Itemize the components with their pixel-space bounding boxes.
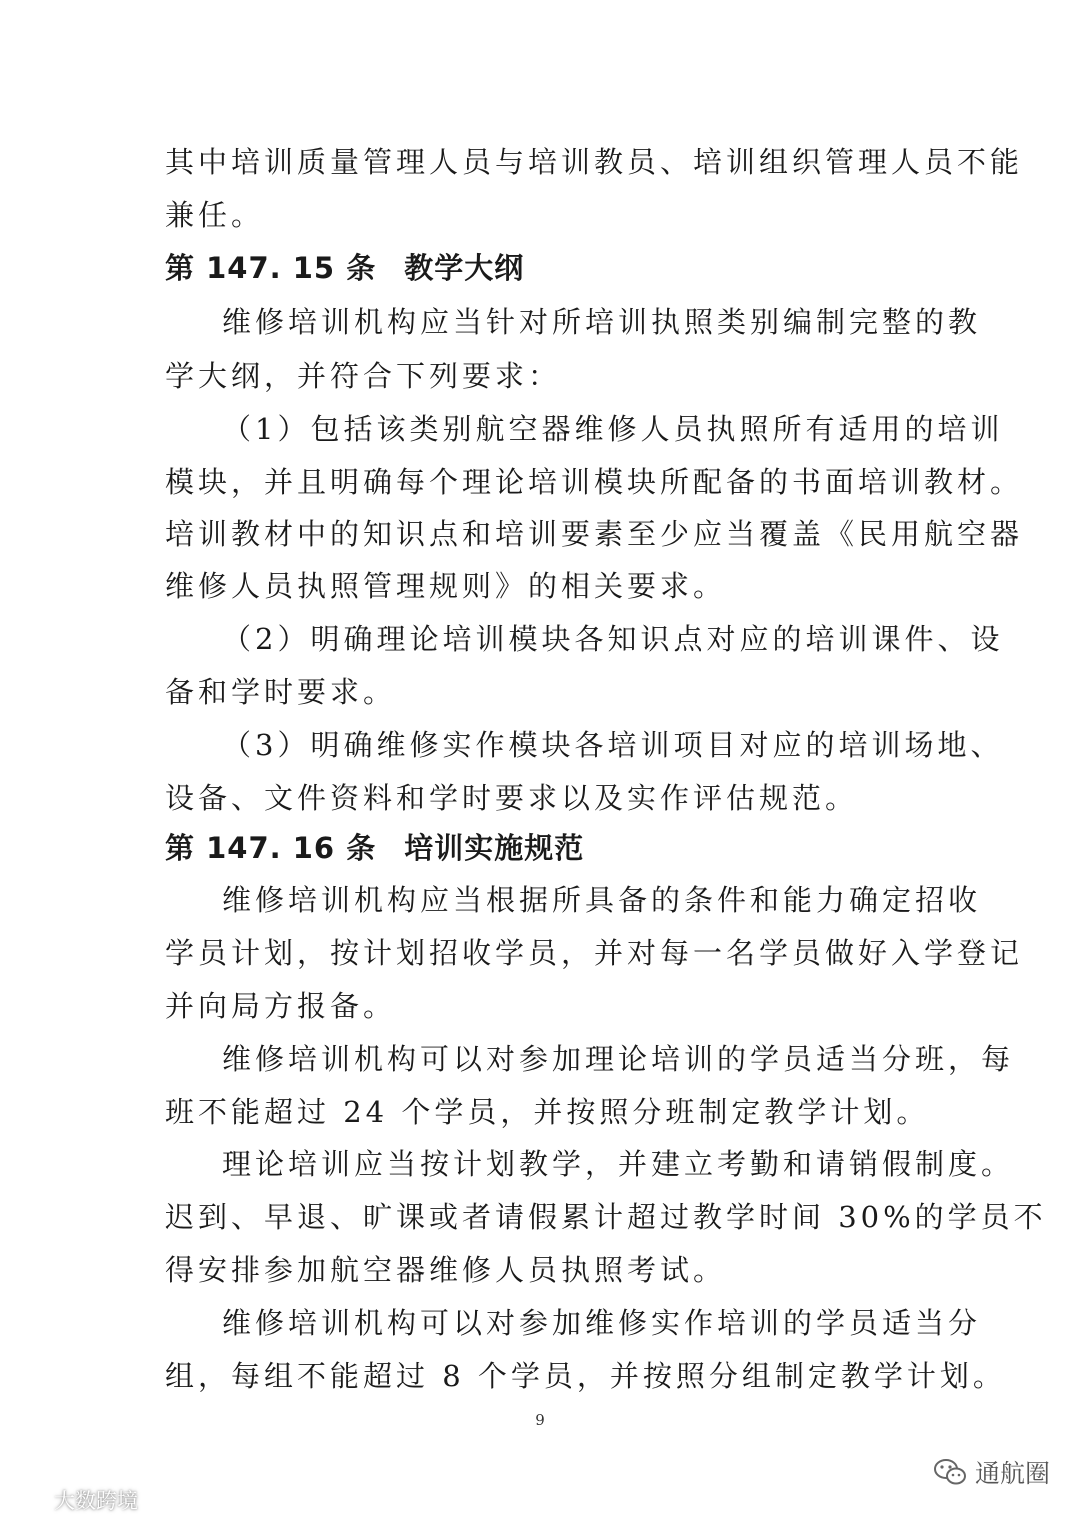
sohu-watermark: [8, 1483, 138, 1517]
body-line: 理论培训应当按计划教学，并建立考勤和请销假制度。: [222, 1147, 1015, 1181]
wechat-watermark: [933, 1452, 1050, 1492]
body-line: 班不能超过 24 个学员，并按照分班制定教学计划。: [165, 1095, 930, 1129]
sohu-account-name: 大数跨境: [54, 1489, 138, 1513]
body-line: 组，每组不能超过 8 个学员，并按照分组制定教学计划。: [165, 1359, 1006, 1393]
body-line: 维修培训机构可以对参加理论培训的学员适当分班，每: [222, 1042, 1015, 1076]
body-line: 培训教材中的知识点和培训要素至少应当覆盖《民用航空器: [165, 517, 1024, 551]
body-line: （3）明确维修实作模块各培训项目对应的培训场地、: [222, 728, 1004, 762]
article-title: 教学大纲: [404, 251, 525, 285]
body-line: 学大纲，并符合下列要求：: [165, 359, 562, 393]
article-number: 第 147. 15 条: [165, 251, 377, 285]
sohu-logo-icon: [8, 1489, 48, 1511]
body-line: 备和学时要求。: [165, 675, 397, 709]
article-number: 第 147. 16 条: [165, 831, 377, 865]
article-heading: [165, 248, 925, 288]
body-line: （1）包括该类别航空器维修人员执照所有适用的培训: [222, 412, 1004, 446]
body-line: 迟到、早退、旷课或者请假累计超过教学时间 30%的学员不: [165, 1200, 1047, 1234]
wechat-logo-icon: [933, 1457, 967, 1487]
body-line: 其中培训质量管理人员与培训教员、培训组织管理人员不能: [165, 145, 1024, 179]
article-title: 培训实施规范: [404, 831, 585, 865]
body-line: （2）明确理论培训模块各知识点对应的培训课件、设: [222, 622, 1004, 656]
body-line: 维修人员执照管理规则》的相关要求。: [165, 569, 727, 603]
body-line: 得安排参加航空器维修人员执照考试。: [165, 1253, 727, 1287]
body-line: 模块，并且明确每个理论培训模块所配备的书面培训教材。: [165, 465, 1024, 499]
body-line: 兼任。: [165, 198, 265, 232]
page-number: 9: [535, 1411, 545, 1429]
article-heading: [165, 828, 925, 868]
body-line: 设备、文件资料和学时要求以及实作评估规范。: [165, 781, 859, 815]
body-line: 维修培训机构可以对参加维修实作培训的学员适当分: [222, 1306, 982, 1340]
body-line: 维修培训机构应当针对所培训执照类别编制完整的教: [222, 305, 982, 339]
body-line: 学员计划，按计划招收学员，并对每一名学员做好入学登记: [165, 936, 1024, 970]
body-line: 维修培训机构应当根据所具备的条件和能力确定招收: [222, 883, 982, 917]
wechat-account-name: 通航圈: [974, 1459, 1050, 1488]
body-line: 并向局方报备。: [165, 989, 397, 1023]
